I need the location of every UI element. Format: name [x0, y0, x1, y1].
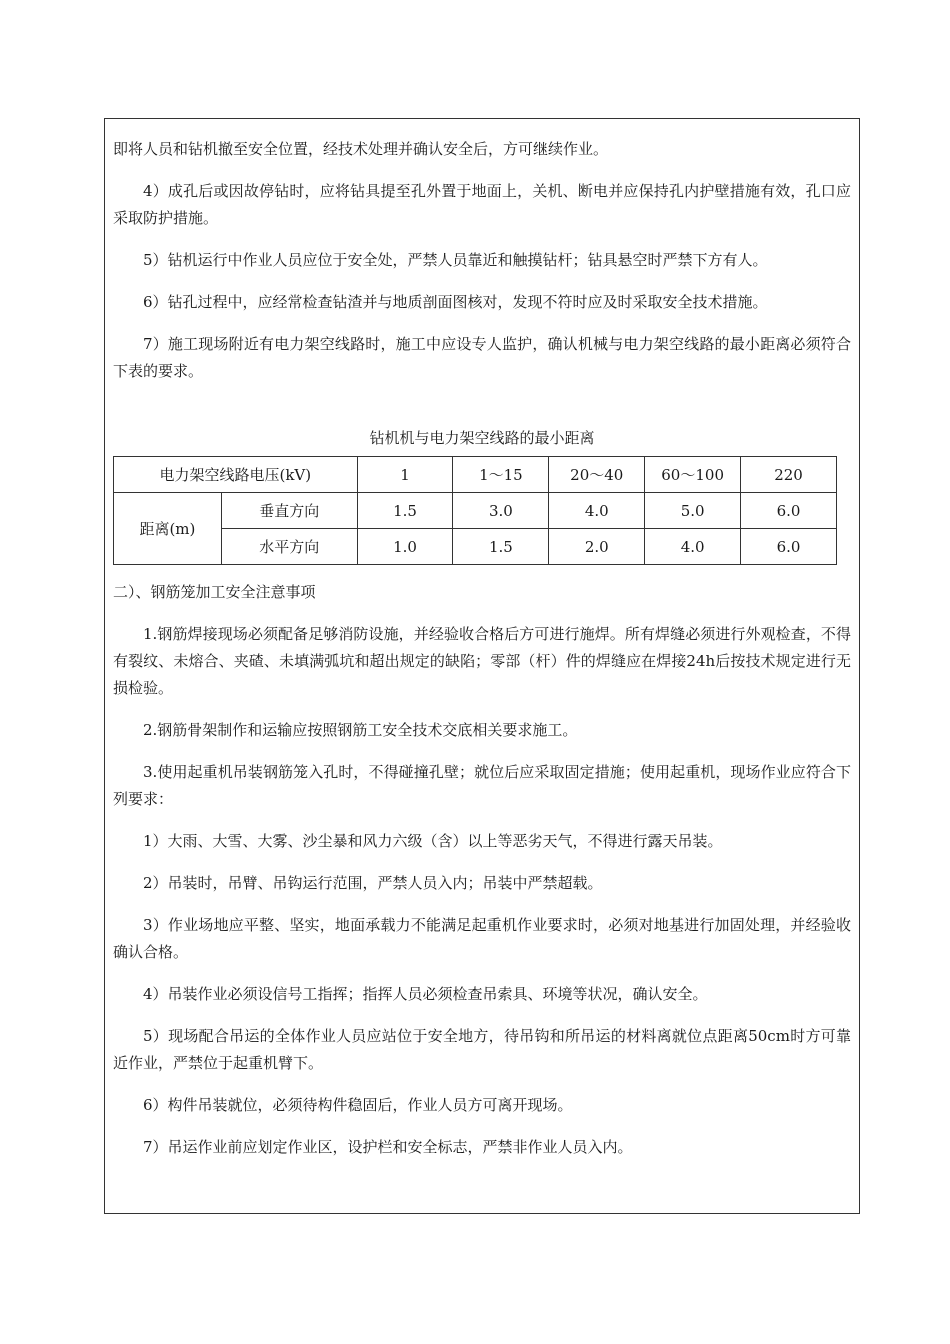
paragraph-item-5: 5）钻机运行中作业人员应位于安全处，严禁人员靠近和触摸钻杆；钻具悬空时严禁下方有人。: [143, 251, 768, 269]
vertical-cell: 3.0: [453, 493, 549, 529]
vertical-cell: 4.0: [549, 493, 645, 529]
crane-req-3: 3）作业场地应平整、坚实，地面承载力不能满足起重机作业要求时，必须对地基进行加固处理，并经验收确认合格。: [113, 916, 851, 961]
table-row-vertical: [114, 493, 837, 529]
section-rebar-cage: [113, 579, 851, 1161]
crane-req-2: 2）吊装时，吊臂、吊钩运行范围，严禁人员入内；吊装中严禁超载。: [143, 874, 603, 892]
distance-label: 距离(m): [114, 493, 222, 565]
horizontal-label: 水平方向: [221, 529, 357, 565]
voltage-cell: 60～100: [645, 457, 741, 493]
paragraph-item-6: 6）钻孔过程中，应经常检查钻渣并与地质剖面图核对，发现不符时应及时采取安全技术措施。: [143, 293, 768, 311]
rule-2: 2.钢筋骨架制作和运输应按照钢筋工安全技术交底相关要求施工。: [143, 721, 578, 739]
document-content: [113, 119, 851, 1156]
paragraph-continuation: 即将人员和钻机撤至安全位置，经技术处理并确认安全后，方可继续作业。: [113, 140, 609, 158]
horizontal-cell: 1.0: [357, 529, 453, 565]
rule-3: 3.使用起重机吊装钢筋笼入孔时，不得碰撞孔壁；就位后应采取固定措施；使用起重机，现场作业应符合下列要求：: [113, 763, 851, 808]
voltage-cell: 220: [741, 457, 837, 493]
distance-table: [113, 456, 837, 565]
horizontal-cell: 2.0: [549, 529, 645, 565]
crane-req-7: 7）吊运作业前应划定作业区，设护栏和安全标志，严禁非作业人员入内。: [143, 1138, 633, 1156]
horizontal-cell: 4.0: [645, 529, 741, 565]
paragraph-item-7: 7）施工现场附近有电力架空线路时，施工中应设专人监护，确认机械与电力架空线路的最小距离必须符合下表的要求。: [113, 335, 851, 380]
horizontal-cell: 6.0: [741, 529, 837, 565]
document-frame: [104, 118, 860, 1214]
horizontal-cell: 1.5: [453, 529, 549, 565]
vertical-label: 垂直方向: [221, 493, 357, 529]
paragraph-item-4: 4）成孔后或因故停钻时，应将钻具提至孔外置于地面上，关机、断电并应保持孔内护壁措施有效，孔口应采取防护措施。: [113, 182, 851, 227]
voltage-label: 电力架空线路电压(kV): [114, 457, 358, 493]
crane-req-1: 1）大雨、大雪、大雾、沙尘暴和风力六级（含）以上等恶劣天气，不得进行露天吊装。: [143, 832, 723, 850]
crane-req-5: 5）现场配合吊运的全体作业人员应站位于安全地方，待吊钩和所吊运的材料离就位点距离50cm时方可靠近作业，严禁位于起重机臂下。: [113, 1027, 851, 1072]
voltage-cell: 1: [357, 457, 453, 493]
crane-req-6: 6）构件吊装就位，必须待构件稳固后，作业人员方可离开现场。: [143, 1096, 573, 1114]
vertical-cell: 6.0: [741, 493, 837, 529]
vertical-cell: 5.0: [645, 493, 741, 529]
voltage-cell: 20～40: [549, 457, 645, 493]
table-row-horizontal: [114, 529, 837, 565]
section-heading: 二）、钢筋笼加工安全注意事项: [113, 583, 316, 601]
voltage-cell: 1～15: [453, 457, 549, 493]
rule-1: 1.钢筋焊接现场必须配备足够消防设施，并经验收合格后方可进行施焊。所有焊缝必须进行外观检查，不得有裂纹、未熔合、夹碴、未填满弧坑和超出规定的缺陷；零部（杆）件的焊缝应在焊接24h后按技术规定进行无损检验。: [113, 625, 851, 697]
table-row-voltage: [114, 457, 837, 493]
vertical-cell: 1.5: [357, 493, 453, 529]
crane-req-4: 4）吊装作业必须设信号工指挥；指挥人员必须检查吊索具、环境等状况，确认安全。: [143, 985, 708, 1003]
table-caption: 钻机机与电力架空线路的最小距离: [369, 429, 595, 447]
